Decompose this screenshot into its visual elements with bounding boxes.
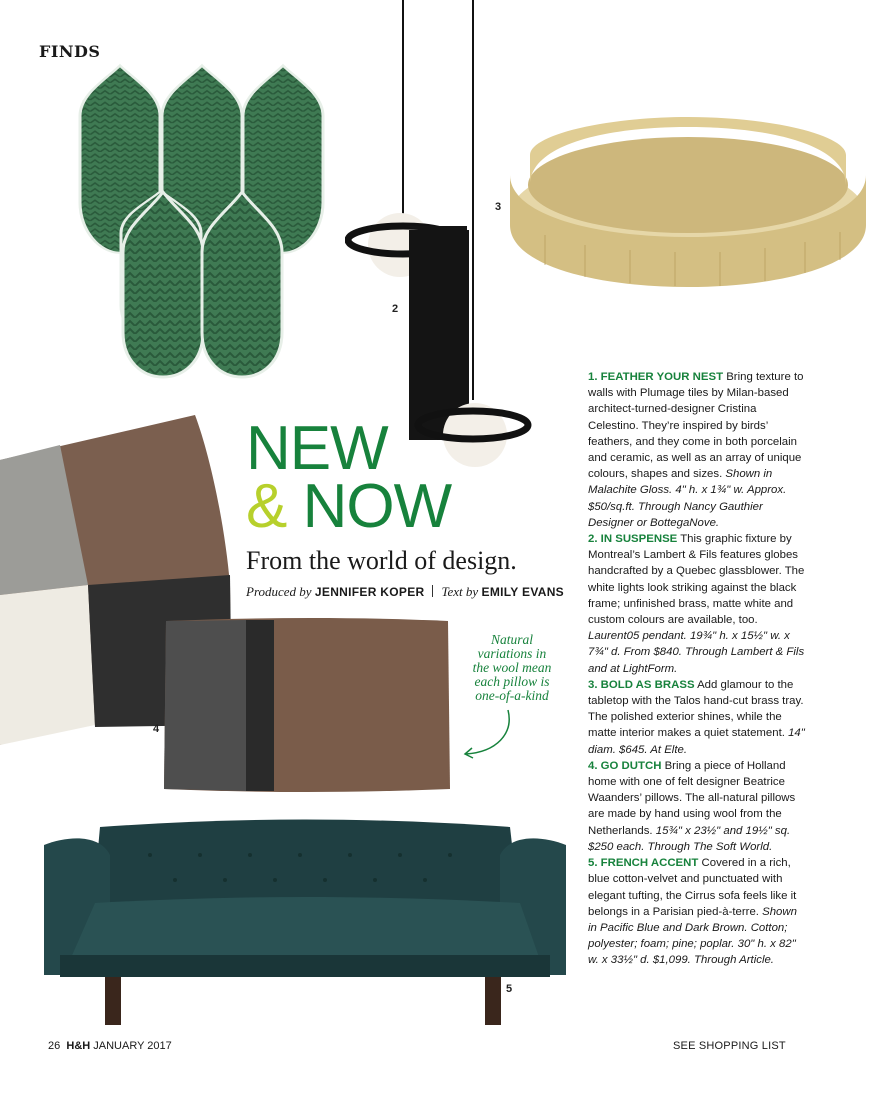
page-number: 26 bbox=[48, 1040, 61, 1052]
item-4-title: GO DUTCH bbox=[600, 759, 662, 772]
item-2-number: 2. bbox=[588, 533, 598, 546]
item-5-details: Shown in Pacific Blue and Dark Brown. Cotton; polyester; foam; pine; poplar. 30" h. x 82" w. x 33½" d. $1,099. Through Article. bbox=[588, 905, 797, 967]
produced-prefix: Produced by bbox=[246, 584, 312, 599]
item-3-title: BOLD AS BRASS bbox=[600, 678, 695, 691]
item-1-body: Bring texture to walls with Plumage tiles by Milan-based architect-turned-designer Cristina Celestino. They’re inspired by birds’ feathers, and they come in both porcelain and ceramic, as well as an array of unique colours, shapes and sizes. bbox=[588, 371, 804, 481]
item-1-title: FEATHER YOUR NEST bbox=[600, 371, 724, 383]
item-4-body: Bring a piece of Holland home with one of felt designer Beatrice Waanders’ pillows. The all-natural pillows are made by hand using wool from the Netherlands. bbox=[588, 759, 796, 837]
item-number-4: 4 bbox=[153, 723, 160, 735]
text-prefix: Text by bbox=[441, 584, 479, 599]
writer-name: EMILY EVANS bbox=[481, 585, 564, 599]
item-description-2 bbox=[588, 531, 808, 677]
sofa-image bbox=[40, 815, 570, 1027]
brass-tray-image bbox=[505, 115, 871, 295]
item-3-details: 14" diam. $645. At Elte. bbox=[588, 727, 805, 756]
credits bbox=[246, 584, 564, 600]
headline-ampersand: & bbox=[246, 472, 287, 541]
item-5-body: Covered in a rich, blue cotton-velvet and punctuated with elegant tufting, the Cirrus sofa feels like it belongs in a Parisian pied-à-terre. bbox=[588, 857, 797, 918]
curved-arrow-icon bbox=[460, 708, 520, 760]
item-4-details: 15¾" x 23½" and 19½" sq. $250 each. Through The Soft World. bbox=[588, 824, 791, 853]
item-4-number: 4. bbox=[588, 759, 598, 772]
issue-date: JANUARY 2017 bbox=[93, 1040, 172, 1052]
shopping-list-link[interactable]: SEE SHOPPING LIST bbox=[673, 1040, 786, 1052]
pillow-callout bbox=[458, 633, 566, 703]
callout-line: Natural bbox=[490, 632, 533, 647]
item-5-title: FRENCH ACCENT bbox=[600, 857, 699, 870]
item-2-body: This graphic fixture by Montreal’s Lambert & Fils features globes handcrafted by a Quebec glassblower. The white lights look striking against the black frame; unfinished brass, matte white and custom colours are available, too. bbox=[588, 533, 805, 627]
feather-tiles-image bbox=[75, 62, 325, 380]
item-3-body: Add glamour to the tabletop with the Talos hand-cut brass tray. The polished exterior shines, while the matte interior makes a quiet statement. bbox=[588, 678, 804, 740]
headline-line-1: NEW bbox=[246, 414, 388, 483]
item-descriptions bbox=[588, 369, 808, 969]
callout-line: each pillow is bbox=[474, 674, 550, 689]
item-2-details: Laurent05 pendant. 19¾" h. x 15½" w. x 7¾" d. From $840. Through Lambert & Fils and at LightForm. bbox=[588, 630, 805, 675]
section-label: FINDS bbox=[39, 42, 101, 61]
callout-line: one-of-a-kind bbox=[475, 688, 549, 703]
credits-divider bbox=[432, 585, 433, 597]
item-description-4 bbox=[588, 758, 808, 855]
item-description-3 bbox=[588, 677, 808, 758]
headline bbox=[246, 414, 452, 541]
item-1-details: Shown in Malachite Gloss. 4" h. x 1¾" w. Approx. $50/sq.ft. Through Nancy Gauthier Designer or BottegaNove. bbox=[588, 468, 787, 529]
page-footer bbox=[48, 1040, 172, 1052]
item-description-5 bbox=[588, 855, 808, 968]
small-pillow-image bbox=[162, 617, 452, 793]
item-number-5: 5 bbox=[506, 983, 513, 995]
headline-now: NOW bbox=[302, 472, 452, 541]
callout-line: the wool mean bbox=[472, 660, 552, 675]
item-5-number: 5. bbox=[588, 857, 598, 870]
producer-name: JENNIFER KOPER bbox=[314, 585, 425, 599]
subtitle: From the world of design. bbox=[246, 546, 517, 575]
item-1-number: 1. bbox=[588, 371, 598, 383]
item-number-2: 2 bbox=[392, 303, 399, 315]
headline-line-2 bbox=[246, 472, 452, 541]
item-2-title: IN SUSPENSE bbox=[600, 533, 678, 546]
item-number-3: 3 bbox=[495, 201, 502, 213]
item-3-number: 3. bbox=[588, 678, 598, 691]
callout-line: variations in bbox=[477, 646, 547, 661]
item-description-1 bbox=[588, 369, 808, 531]
brand-name: H&H bbox=[66, 1040, 91, 1052]
